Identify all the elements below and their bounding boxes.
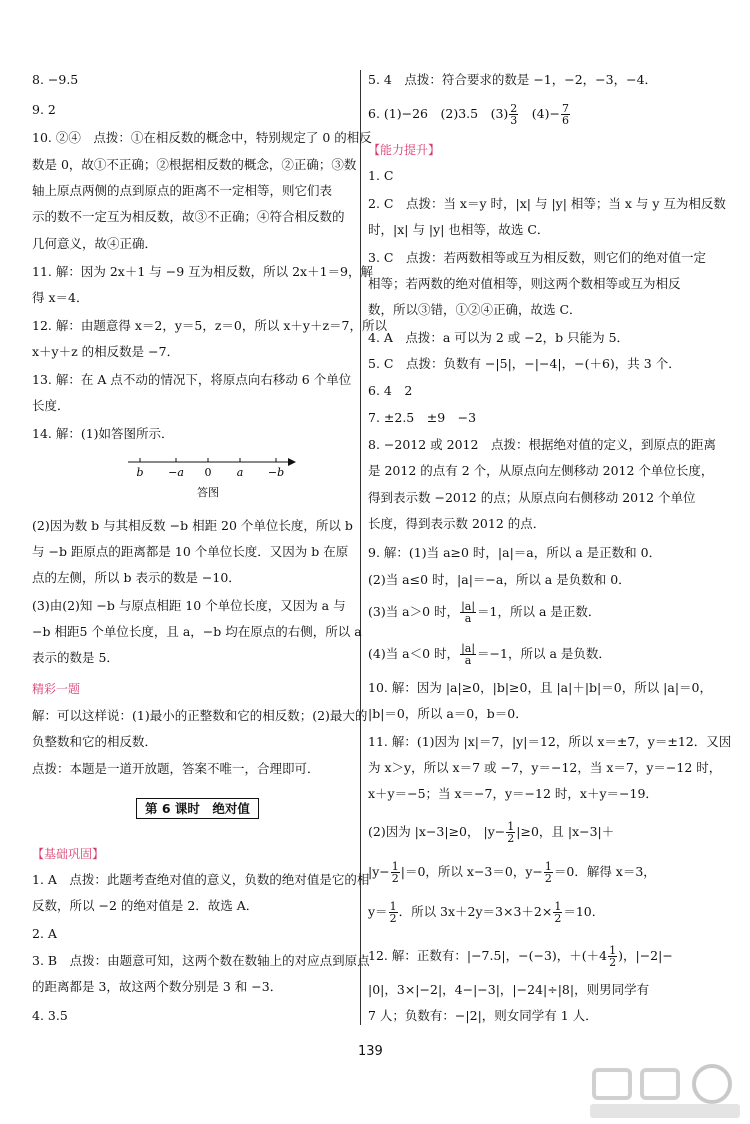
answer-12-line2: x＋y＋z 的相反数是 −7． (32, 344, 180, 359)
ability-answer-12: 12. 解：正数有：|−7.5|，−(−3)，＋(＋4 $\frac{1}{2}$ )，|−2|− (368, 944, 673, 969)
answer-14-part3-line2: −b 相距5 个单位长度，且 a，−b 均在原点的右侧，所以 a (32, 624, 362, 639)
answer-6: 6. (1)−26 (2)3.5 (3) $\frac{2}{3}$ (4)− $\frac{7}{6}$ (368, 102, 569, 127)
answer-13: 13. 解：在 A 点不动的情况下，将原点向右移动 6 个单位 (32, 372, 352, 387)
ability-answer-11: 11. 解：(1)因为 |x|＝7，|y|＝12，所以 x＝±7，y＝±12．又因 (368, 734, 732, 749)
answer-10-line2: 数是 0，故①不正确；②根据相反数的概念，②正确；③数 (32, 157, 357, 172)
ability-answer-9-part3: (3)当 a＞0 时， $\frac{|a|}{a}$ ＝1，所以 a 是正数． (368, 600, 601, 625)
fraction-half-1: $\frac{1}{2}$ (507, 820, 515, 845)
ability-answer-7: 7. ±2.5 ±9 −3 (368, 410, 477, 425)
basic-answer-1: 1. A 点拨：此题考查绝对值的意义，负数的绝对值是它的相 (32, 872, 370, 887)
answer-5: 5. 4 点拨：符合要求的数是 −1，−2，−3，−4． (368, 72, 658, 87)
ability-answer-3: 3. C 点拨：若两数相等或互为相反数，则它们的绝对值一定 (368, 250, 706, 265)
fraction-abs-a-over-a-2: $\frac{|a|}{a}$ (461, 642, 476, 667)
answer-10-line5: 几何意义，故④正确． (32, 236, 158, 251)
basic-answer-3: 3. B 点拨：由题意可知，这两个数在数轴上的对应点到原点 (32, 953, 370, 968)
number-line-figure (96, 452, 296, 500)
ability-answer-11-line2: 为 x＞y，所以 x＝7 或 −7，y＝−12，当 x＝7，y＝−12 时， (368, 760, 722, 775)
tick-label-neg-a: −a (168, 466, 184, 479)
ability-answer-8-line4: 长度，得到表示数 2012 的点． (368, 516, 546, 531)
ability-answer-12-line2: |0|，3×|−2|，4−|−3|，|−24|÷|8|，则男同学有 (368, 982, 650, 997)
answer-11-line2: 得 x＝4． (32, 290, 89, 305)
ability-answer-11-part2-line2: |y− $\frac{1}{2}$ |＝0，所以 x−3＝0，y− $\frac{1}{2}$ ＝0．解得 x＝3， (368, 860, 656, 885)
answer-10-line4: 示的数不一定互为相反数，故③不正确；④符合相反数的 (32, 209, 345, 224)
ability-answer-8-line2: 是 2012 的点有 2 个，从原点向左侧移动 2012 个单位长度， (368, 463, 714, 478)
basic-answer-4: 4. 3.5 (32, 1008, 68, 1023)
basic-answer-2: 2. A (32, 926, 57, 941)
answer-11: 11. 解：因为 2x＋1 与 −9 互为相反数，所以 2x＋1＝9，解 (32, 264, 374, 279)
section-jichu: 【基础巩固】 (32, 847, 105, 861)
fraction-two-thirds: $\frac{2}{3}$ (510, 102, 518, 127)
jingcai-answer-line2: 负整数和它的相反数． (32, 734, 158, 749)
answer-14: 14. 解：(1)如答图所示． (32, 426, 174, 441)
ability-answer-11-part2-line3: y＝ $\frac{1}{2}$ ．所以 3x＋2y＝3×3＋2× $\frac{1}{2}$ ＝10． (368, 900, 605, 925)
ability-answer-11-line3: x＋y＝−5；当 x＝−7，y＝−12 时，x＋y＝−19． (368, 786, 658, 801)
answer-14-part2-line2: 与 −b 距原点的距离都是 10 个单位长度．又因为 b 在原 (32, 544, 349, 559)
fraction-half-2: $\frac{1}{2}$ (391, 860, 399, 885)
ability-answer-6: 6. 4 2 (368, 383, 413, 398)
ability-answer-4: 4. A 点拨：a 可以为 2 或 −2，b 只能为 5． (368, 330, 630, 345)
page-number: 139 (358, 1044, 383, 1059)
ability-answer-9: 9. 解：(1)当 a≥0 时，|a|＝a，所以 a 是正数和 0． (368, 545, 662, 560)
watermark-logo (580, 1062, 750, 1124)
fraction-half-3: $\frac{1}{2}$ (544, 860, 552, 885)
answer-14-part3-line3: 表示的数是 5． (32, 650, 119, 665)
ability-answer-3-line3: 数，所以③错，①②④正确，故选 C． (368, 302, 582, 317)
ability-answer-10: 10. 解：因为 |a|≥0，|b|≥0，且 |a|＋|b|＝0，所以 |a|＝0， (368, 680, 713, 695)
jingcai-tip: 点拨：本题是一道开放题，答案不唯一，合理即可． (32, 761, 320, 776)
jingcai-answer: 解：可以这样说：(1)最小的正整数和它的相反数；(2)最大的 (32, 708, 368, 723)
tick-label-b: b (136, 466, 144, 479)
tick-label-a: a (236, 466, 244, 479)
answer-14-part3: (3)由(2)知 −b 与原点相距 10 个单位长度，又因为 a 与 (32, 598, 346, 613)
ability-answer-9-part2: (2)当 a≤0 时，|a|＝−a，所以 a 是负数和 0． (368, 572, 631, 587)
figure-caption: 答图 (197, 486, 219, 499)
section-nengli: 【能力提升】 (368, 143, 441, 157)
ability-answer-1: 1. C (368, 168, 394, 183)
ability-answer-2: 2. C 点拨：当 x＝y 时，|x| 与 |y| 相等；当 x 与 y 互为相反数 (368, 196, 726, 211)
basic-answer-1-line2: 反数，所以 −2 的绝对值是 2．故选 A． (32, 898, 259, 913)
tick-label-zero: 0 (204, 466, 212, 479)
fraction-seven-sixths: $\frac{7}{6}$ (561, 102, 569, 127)
answer-13-line2: 长度． (32, 398, 70, 413)
answer-14-part2: (2)因为数 b 与其相反数 −b 相距 20 个单位长度，所以 b (32, 518, 353, 533)
ability-answer-11-part2: (2)因为 |x−3|≥0， |y− $\frac{1}{2}$ |≥0，且 |x−3|＋ (368, 820, 615, 845)
answer-12: 12. 解：由题意得 x＝2，y＝5，z＝0，所以 x＋y＋z＝7，所以 (32, 318, 388, 333)
ability-answer-8-line3: 得到表示数 −2012 的点；从原点向右侧移动 2012 个单位 (368, 490, 696, 505)
answer-9: 9. 2 (32, 102, 56, 117)
ability-answer-9-part4: (4)当 a＜0 时， $\frac{|a|}{a}$ ＝−1，所以 a 是负数． (368, 642, 611, 667)
answer-10: 10. ②④ 点拨：①在相反数的概念中，特别规定了 0 的相反 (32, 130, 372, 145)
answer-14-part2-line3: 点的左侧，所以 b 表示的数是 −10． (32, 570, 241, 585)
ability-answer-5: 5. C 点拨：负数有 −|5|，−|−4|，−(＋6)，共 3 个． (368, 356, 681, 371)
fraction-abs-a-over-a: $\frac{|a|}{a}$ (461, 600, 476, 625)
axis-arrow (288, 458, 296, 466)
ability-answer-3-line2: 相等；若两数的绝对值相等，则这两个数相等或互为相反 (368, 276, 681, 291)
lesson-title: 第 6 课时 绝对值 (136, 798, 259, 819)
basic-answer-3-line2: 的距离都是 3，故这两个数分别是 3 和 −3． (32, 979, 283, 994)
ability-answer-8: 8. −2012 或 2012 点拨：根据绝对值的定义，到原点的距离 (368, 437, 716, 452)
ability-answer-12-line3: 7 人；负数有：−|2|，则女同学有 1 人． (368, 1008, 598, 1023)
ability-answer-10-line2: |b|＝0，所以 a＝0，b＝0． (368, 706, 528, 721)
answer-10-line3: 轴上原点两侧的点到原点的距离不一定相等，则它们表 (32, 183, 333, 198)
section-jingcai: 精彩一题 (32, 682, 81, 696)
fraction-half-5: $\frac{1}{2}$ (554, 900, 562, 925)
fraction-half-6: $\frac{1}{2}$ (609, 944, 617, 969)
answer-8: 8. −9.5 (32, 72, 79, 87)
tick-label-neg-b: −b (267, 466, 285, 479)
fraction-half-4: $\frac{1}{2}$ (389, 900, 397, 925)
ability-answer-2-line2: 时，|x| 与 |y| 也相等，故选 C． (368, 222, 550, 237)
